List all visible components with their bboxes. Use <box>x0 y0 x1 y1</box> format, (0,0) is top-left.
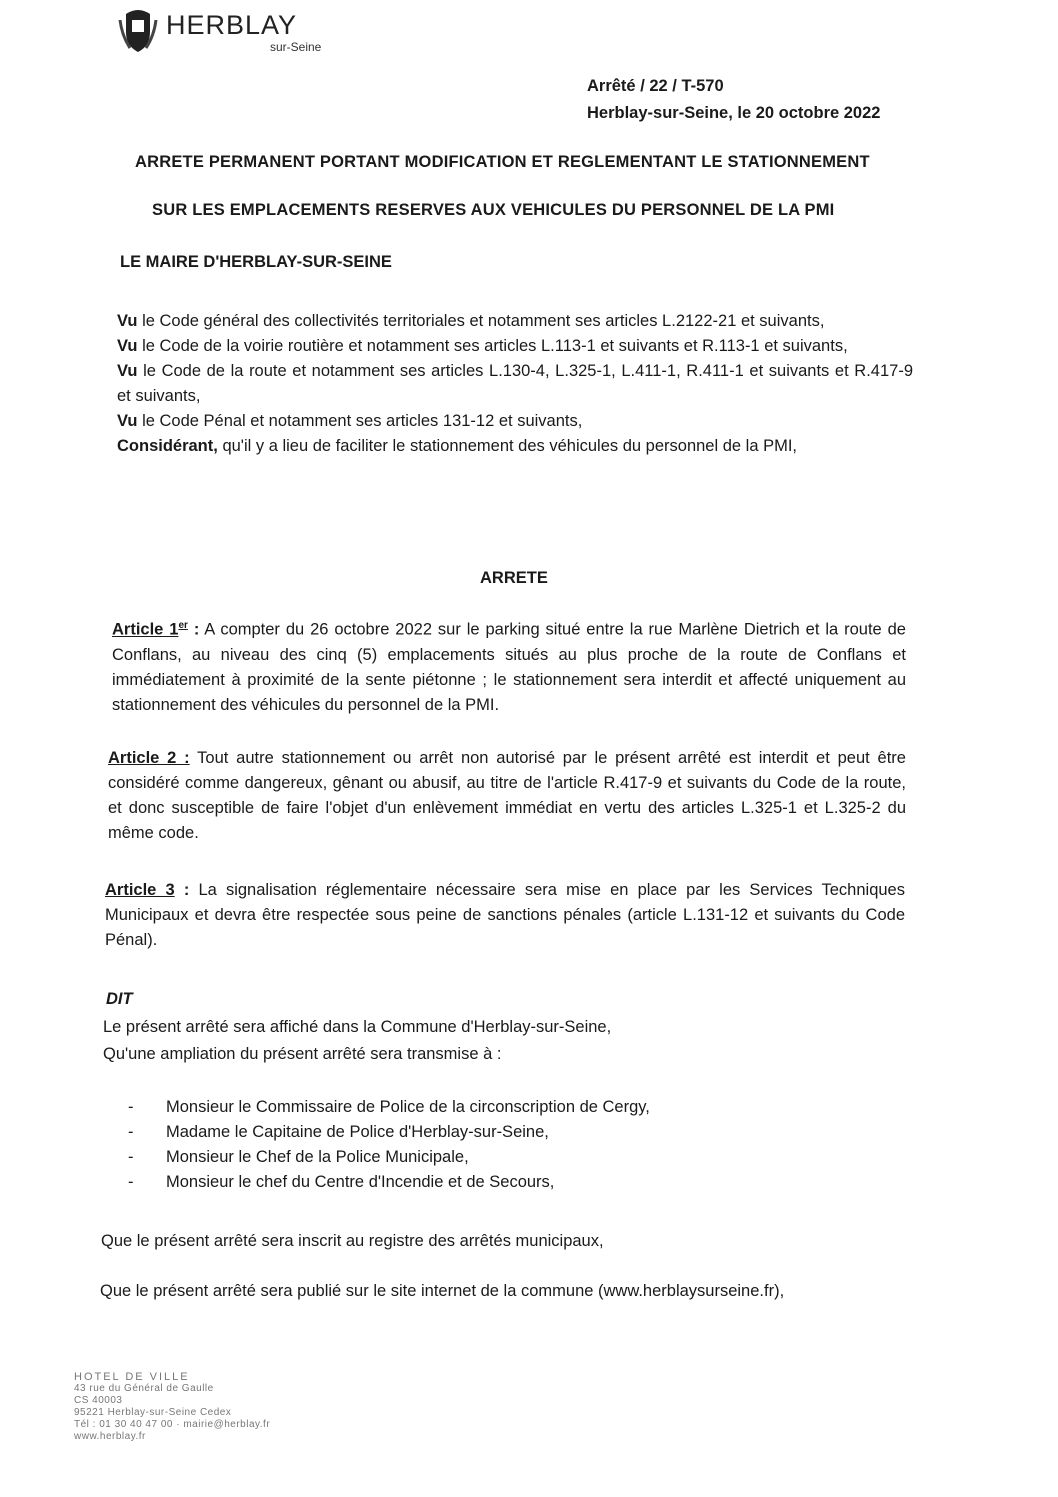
dit-line-1: Le présent arrêté sera affiché dans la Commune d'Herblay-sur-Seine, <box>103 1018 612 1036</box>
authority-heading: LE MAIRE D'HERBLAY-SUR-SEINE <box>120 253 392 271</box>
dit-heading: DIT <box>106 990 133 1008</box>
publication-line: Que le présent arrêté sera publié sur le site internet de la commune (www.herblaysurseine.fr), <box>100 1282 785 1300</box>
article-1: Article 1er : A compter du 26 octobre 2022 sur le parking situé entre la rue Marlène Dietrich et la route de Conflans, au niveau des cinq (5) emplacements situés au plus proche de la route de Conflans et immédiatement à proximité de la sente piétonne ; le stationnement sera interdit et affecté uniquement au stationnement des véhicules du personnel de la PMI. <box>112 620 906 714</box>
article-1-label: Article 1 <box>112 620 179 639</box>
title-line-2: SUR LES EMPLACEMENTS RESERVES AUX VEHICULES DU PERSONNEL DE LA PMI <box>152 201 835 219</box>
decree-reference: Arrêté / 22 / T-570 <box>587 77 724 95</box>
recipient-list <box>128 1095 828 1195</box>
visa-item: Vu le Code de la voirie routière et notamment ses articles L.113-1 et suivants et R.113-1 et suivants, <box>117 337 848 355</box>
visa-item: Vu le Code Pénal et notamment ses articles 131-12 et suivants, <box>117 412 583 430</box>
list-item: - Monsieur le chef du Centre d'Incendie et de Secours, <box>128 1173 555 1191</box>
visa-list <box>117 309 913 459</box>
footer-address: HOTEL DE VILLE 43 rue du Général de Gaulle CS 40003 95221 Herblay-sur-Seine Cedex Tél : 01 30 40 47 00 · mairie@herblay.fr www.herblay.fr <box>74 1371 271 1442</box>
city-logo <box>118 4 358 56</box>
place-date: Herblay-sur-Seine, le 20 octobre 2022 <box>587 104 881 122</box>
article-2: Article 2 : Tout autre stationnement ou arrêt non autorisé par le présent arrêté est interdit et peut être considéré comme dangereux, gênant ou abusif, au titre de l'article R.417-9 et suivants du Code de la route, et donc susceptible de faire l'objet d'un enlèvement immédiat en vertu des articles L.325-1 et L.325-2 du même code. <box>108 749 906 842</box>
article-3: Article 3 : La signalisation réglementaire nécessaire sera mise en place par les Services Techniques Municipaux et devra être respectée sous peine de sanctions pénales (article L.131-12 et suivants du Code Pénal). <box>105 881 905 949</box>
visa-item: Considérant, qu'il y a lieu de faciliter le stationnement des véhicules du personnel de la PMI, <box>117 437 798 455</box>
logo-name: HERBLAY <box>166 10 298 40</box>
title-line-1: ARRETE PERMANENT PORTANT MODIFICATION ET REGLEMENTANT LE STATIONNEMENT <box>135 153 870 171</box>
article-3-label: Article 3 <box>105 881 175 899</box>
dit-line-2: Qu'une ampliation du présent arrêté sera transmise à : <box>103 1045 502 1063</box>
registre-line: Que le présent arrêté sera inscrit au registre des arrêtés municipaux, <box>101 1232 604 1250</box>
list-item: - Monsieur le Chef de la Police Municipale, <box>128 1148 469 1166</box>
list-item: - Monsieur le Commissaire de Police de la circonscription de Cergy, <box>128 1098 650 1116</box>
logo-subtitle: sur-Seine <box>270 40 322 54</box>
visa-item: Vu le Code de la route et notamment ses articles L.130-4, L.325-1, L.411-1, R.411-1 et suivants et R.417-9 et suivants, <box>117 362 913 405</box>
coat-of-arms-icon <box>118 6 158 54</box>
arrete-heading: ARRETE <box>480 569 548 587</box>
list-item: - Madame le Capitaine de Police d'Herblay-sur-Seine, <box>128 1123 549 1141</box>
visa-item: Vu le Code général des collectivités territoriales et notamment ses articles L.2122-21 et suivants, <box>117 312 825 330</box>
article-2-label: Article 2 : <box>108 749 190 767</box>
